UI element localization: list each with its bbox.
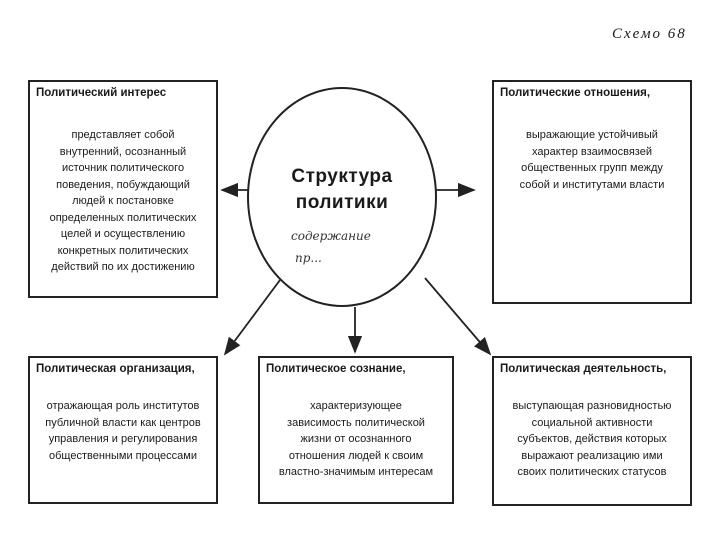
text-line: зависимость политической bbox=[287, 416, 425, 429]
handwritten-note-2: пр... bbox=[295, 251, 322, 265]
text-line: выступающая разновидностью bbox=[512, 400, 672, 412]
box-description bbox=[260, 398, 452, 481]
center-structure-ellipse bbox=[247, 87, 437, 307]
arrow-to-activity bbox=[425, 278, 490, 354]
box-political-activity bbox=[492, 356, 692, 506]
text-line: социальной активности bbox=[531, 416, 653, 429]
text-line: властно-значимым интересам bbox=[278, 466, 434, 478]
text-line: характеризующее bbox=[310, 400, 402, 412]
text-line: публичной власти как центров bbox=[45, 416, 201, 429]
text-line: отношения людей к своим bbox=[288, 449, 424, 462]
center-title bbox=[249, 164, 435, 216]
center-title-line1: Структура bbox=[291, 166, 393, 187]
text-line: характер взаимосвязей bbox=[532, 145, 652, 158]
center-title-line2: политики bbox=[295, 192, 389, 213]
box-description bbox=[494, 398, 690, 481]
box-political-relations bbox=[492, 80, 692, 304]
box-title: Политическое сознание, bbox=[266, 363, 406, 375]
text-line: внутренний, осознанный bbox=[59, 145, 187, 158]
text-line: отражающая роль институтов bbox=[46, 400, 200, 412]
box-title: Политические отношения, bbox=[500, 87, 651, 99]
box-description bbox=[30, 398, 216, 464]
text-line: жизни от осознанного bbox=[300, 433, 412, 445]
text-line: управления и регулирования bbox=[48, 433, 198, 445]
text-line: общественными процессами bbox=[49, 449, 197, 462]
text-line: представляет собой bbox=[71, 129, 175, 141]
box-description bbox=[30, 127, 216, 276]
box-description bbox=[494, 127, 690, 193]
text-line: действий по их достижению bbox=[51, 261, 195, 273]
text-line: определенных политических bbox=[49, 211, 197, 224]
text-line: субъектов, действия которых bbox=[517, 433, 667, 445]
box-political-organization bbox=[28, 356, 218, 504]
text-line: выражают реализацию ими bbox=[521, 449, 663, 462]
text-line: конкретных политических bbox=[57, 244, 189, 257]
text-line: людей к постановке bbox=[72, 195, 174, 207]
box-title: Политический интерес bbox=[36, 87, 167, 99]
text-line: общественных групп между bbox=[521, 162, 663, 174]
text-line: источник политического bbox=[61, 162, 185, 174]
arrow-to-organization bbox=[225, 280, 280, 354]
box-political-interest bbox=[28, 80, 218, 298]
text-line: целей и осуществлению bbox=[60, 228, 186, 240]
box-title: Политическая деятельность, bbox=[500, 363, 667, 375]
text-line: собой и институтами власти bbox=[519, 178, 665, 191]
box-political-consciousness bbox=[258, 356, 454, 504]
scheme-number-label: Схемо 68 bbox=[612, 26, 687, 42]
handwritten-note-1: содержание bbox=[291, 229, 371, 243]
text-line: поведения, побуждающий bbox=[56, 178, 190, 191]
text-line: своих политических статусов bbox=[517, 466, 667, 478]
text-line: выражающие устойчивый bbox=[526, 129, 658, 141]
box-title: Политическая организация, bbox=[36, 363, 195, 375]
